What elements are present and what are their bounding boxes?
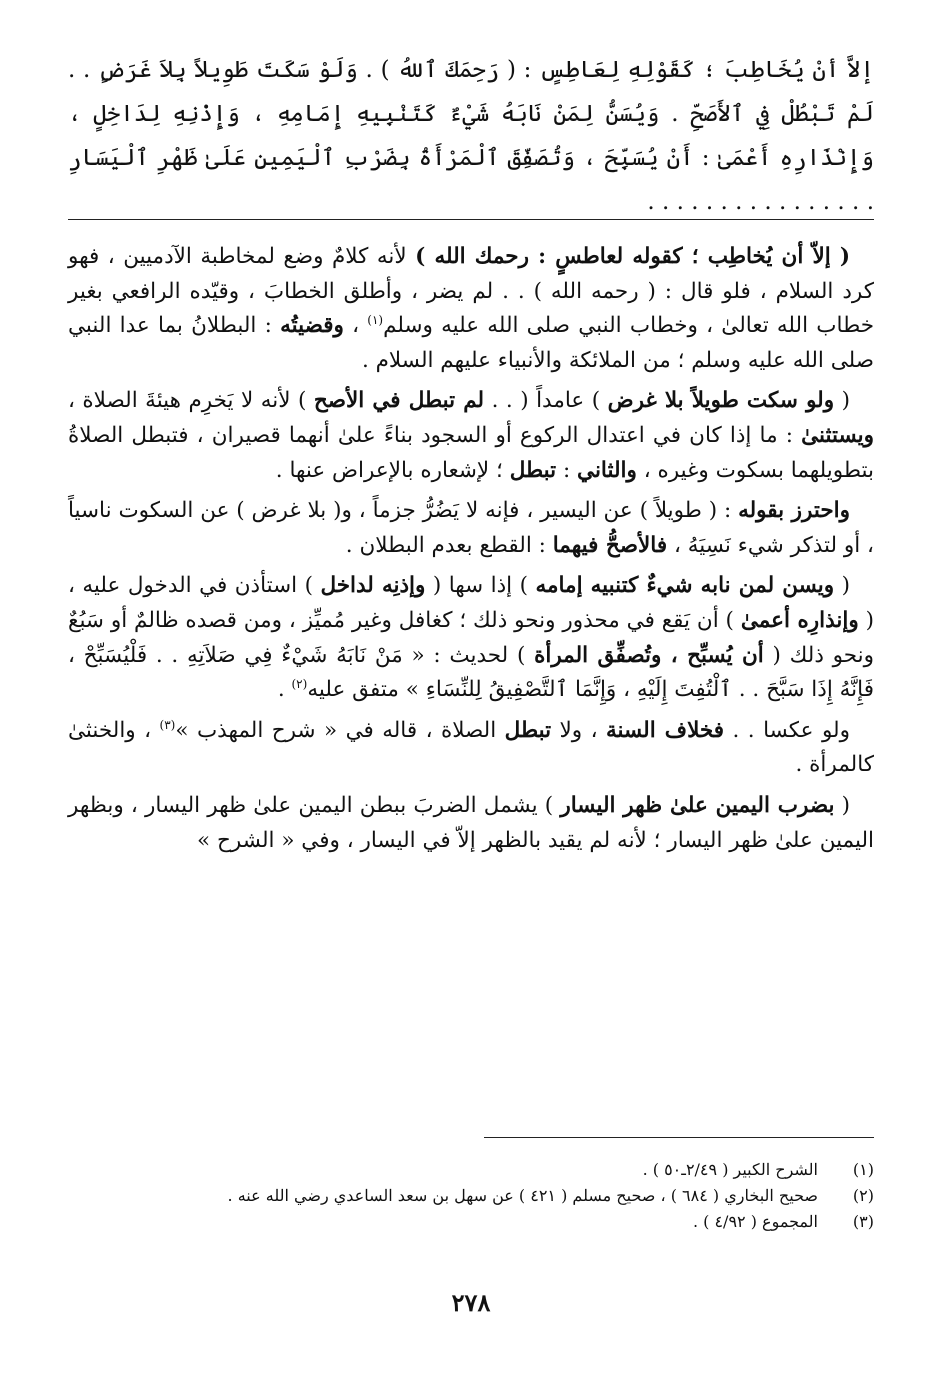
commentary-text: ) يشمل الضربَ ببطن اليمين علىٰ ظهر اليسار ، وبظهر اليمين علىٰ ظهر اليسار ؛ لأنه لم يقيد بالظهر إلاّ في اليسار ، وفي « الشرح » <box>68 792 874 853</box>
commentary-text: ، <box>343 313 368 339</box>
commentary-text: : القطع بعدم البطلان . <box>345 532 553 558</box>
footnote-item <box>68 1183 874 1209</box>
commentary-paragraph-2 <box>68 384 874 488</box>
quoted-matn: والثاني <box>577 457 637 483</box>
commentary-paragraph-1 <box>68 240 874 378</box>
commentary-text: ( <box>834 792 850 818</box>
footnote-number: (١) <box>852 1160 874 1179</box>
page-number: ٢٧٨ <box>451 1288 491 1317</box>
matn-dots: . . . . . . . . . . . . . . . <box>647 189 867 215</box>
commentary-text: : ( طويلاً ) عن اليسير ، فإنه لا يَضُرُّ جزماً ، و( بلا غرض ) عن السكوت ناسياً ، أو لتذكر شيء نَسِيَهُ ، <box>68 498 874 558</box>
footnote-separator <box>484 1137 874 1138</box>
commentary-text: : ما إذا كان في اعتدال الركوع أو السجود بناءً علىٰ أنهما قصيران ، فتبطل الصلاةُ بتطويلهما بسكوت وغيره ، <box>68 422 874 483</box>
footnote-ref: (١) <box>367 313 384 328</box>
commentary-text: ؛ لإشعاره بالإعراض عنها . <box>275 457 510 483</box>
footnote-ref: (٢) <box>291 676 308 691</box>
quoted-matn: ويستثنىٰ <box>801 422 874 448</box>
commentary-text: ) إذا سها ( <box>425 573 536 599</box>
commentary-text: ، والخنثىٰ كالمرأة . <box>68 717 874 778</box>
commentary-paragraph-3 <box>68 494 874 563</box>
footnote-item <box>68 1209 874 1235</box>
commentary-text: ) استأذن في الدخول عليه ، ( <box>68 573 874 633</box>
quoted-matn: وإذنِه لداخل <box>320 573 426 599</box>
commentary-text: ( <box>834 388 850 414</box>
commentary-text: : البطلانُ بما عدا النبي صلى الله عليه وسلم ؛ من الملائكة والأنبياء عليهم السلام . <box>68 313 874 373</box>
commentary-text: ولو عكسا . . <box>724 717 850 743</box>
quoted-matn: وقضيتُه <box>280 313 344 339</box>
main-text-matn <box>68 48 874 224</box>
quoted-matn: أن يُسبِّح ، وتُصفِّق المرأة <box>534 642 764 668</box>
commentary-text: ) لأنه لا يَخرِم هيئةَ الصلاة ، <box>68 388 314 414</box>
footnote-text: صحيح البخاري ( ٦٨٤ ) ، صحيح مسلم ( ٤٢١ ) عن سهل بن سعد الساعدي رضي الله عنه . <box>227 1186 818 1205</box>
footnote-item <box>68 1157 874 1183</box>
commentary-text: ) عامداً ( . . <box>484 388 608 414</box>
quoted-matn: واحترز بقوله <box>738 498 850 524</box>
matn-text: إلاَّ أنْ يُخَاطِبَ ؛ كَقَوْلِهِ لِعَاطِسٍ : ( رَحِمَكَ ٱللهُ ) . وَلَوْ سَكَتَ طَوِيلاً بِلاَ غَرَضٍ . . لَمْ تَبْطُلْ فِي ٱلأَصَحِّ . وَيُسَنُّ لِمَنْ نَابَهُ شَيْءٌ كَتَنْبِيهِ إِمَامِهِ ، وَإِذْنِهِ لِدَاخِلٍ ، وَإِنْذَارِهِ أَعْمَىٰ : أَنْ يُسَبِّحَ ، وَتُصَفِّقَ ٱلْمَرْأَةُ بِضَرْبِ ٱلْيَمِينِ عَلَىٰ ظَهْرِ ٱلْيَسَارِ . <box>68 57 874 215</box>
quoted-matn: فالأصحُّ فيهما <box>552 532 668 558</box>
commentary-sharh <box>68 240 874 864</box>
quoted-matn: ( إلاّ أن يُخاطِب ؛ كقوله لعاطسٍ : رحمك الله ) <box>415 244 850 269</box>
quoted-matn: ويسن لمن نابه شيءٌ كتنبيه إمامه <box>535 573 835 599</box>
quoted-matn: لم تبطل في الأصح <box>313 388 485 414</box>
footnote-text: الشرح الكبير ( ٢/٤٩ـ٥٠ ) . <box>642 1160 818 1179</box>
commentary-text: ، ولا <box>551 717 606 743</box>
commentary-text: : <box>556 457 578 483</box>
footnote-number: (٢) <box>852 1186 874 1205</box>
quoted-matn: وإنذارِه أعمىٰ <box>740 607 859 633</box>
quoted-matn: بضرب اليمين علىٰ ظهر اليسار <box>560 792 835 818</box>
footnote-number: (٣) <box>852 1212 874 1231</box>
footnotes <box>68 1157 874 1235</box>
commentary-paragraph-5 <box>68 714 874 783</box>
separator-rule <box>68 219 874 220</box>
commentary-text: لأنه كلامٌ وضع لمخاطبة الآدميين ، فهو كرد السلام ، فلو قال : ( رحمه الله ) . . لم يضر ، وأطلق الخطابَ ، وقيّده الرافعي بغير خطاب الله تعالىٰ ، وخطاب النبي صلى الله عليه وسلم <box>68 244 874 339</box>
commentary-text: . <box>277 677 292 703</box>
commentary-text: ( <box>834 573 850 599</box>
commentary-paragraph-6 <box>68 789 874 858</box>
footnote-ref: (٣) <box>159 717 176 732</box>
commentary-text: ) لحديث : « مَنْ نَابَهُ شَيْءٌ فِي صَلاَتِهِ . . فَلْيُسَبِّحْ ، فَإِنَّهُ إِذَا سَبَّحَ . . ٱلْتُفِتَ إِلَيْهِ ، وَإِنَّمَا ٱلتَّصْفِيقُ لِلنِّسَاءِ » متفق عليه <box>68 642 874 703</box>
commentary-text: الصلاة ، قاله في « شرح المهذب » <box>175 717 505 743</box>
quoted-matn: ولو سكت طويلاً بلا غرض <box>607 388 835 414</box>
quoted-matn: تبطل <box>509 457 557 483</box>
quoted-matn: تبطل <box>504 717 552 743</box>
quoted-matn: فخلاف السنة <box>605 717 725 743</box>
footnote-text: المجموع ( ٤/٩٢ ) . <box>692 1212 818 1231</box>
commentary-paragraph-4 <box>68 569 874 707</box>
commentary-text: ) أن يَقع في محذور ونحو ذلك ؛ كغافل وغير مُميِّز ، ومن قصده ظالمٌ أو سَبُعٌ ونحو ذلك ( <box>68 607 874 668</box>
